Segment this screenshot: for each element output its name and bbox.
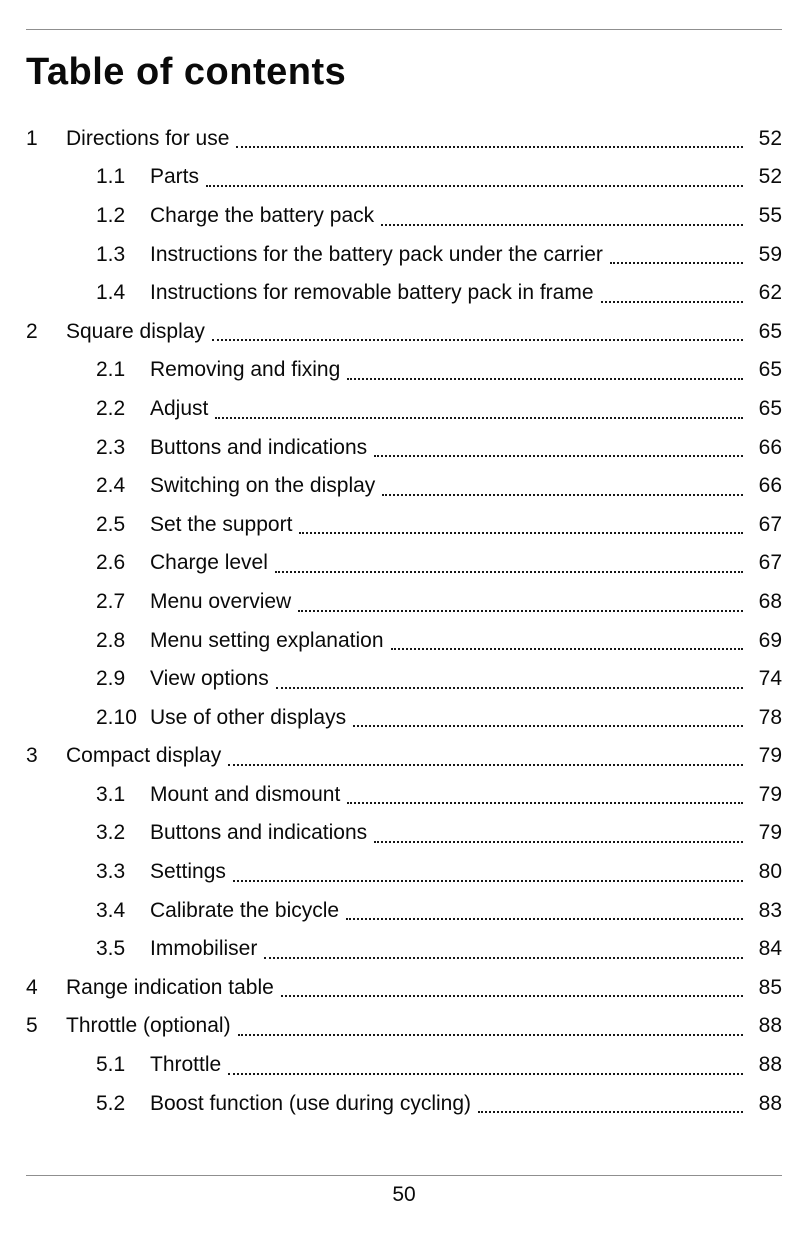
dot-leader: [297, 506, 747, 545]
dot-leader: [599, 274, 747, 313]
dot-leader: [379, 197, 747, 236]
toc-entry: [26, 660, 782, 699]
toc-entry-title: Buttons and indications: [150, 435, 368, 459]
toc-entry-title: Throttle (optional): [66, 1014, 231, 1038]
toc-entry-number: 2.3: [96, 435, 126, 459]
toc-entry: [26, 467, 782, 506]
toc-entry-page: 74: [758, 667, 782, 691]
toc-entry-page: 84: [758, 937, 782, 961]
dot-leader: [296, 583, 747, 622]
toc-entry-title: Charge level: [150, 551, 268, 575]
toc-entry-title: Charge the battery pack: [150, 203, 375, 227]
dot-leader: [210, 313, 747, 352]
toc-list: [26, 120, 782, 1123]
toc-entry-title: Throttle: [150, 1053, 222, 1077]
toc-entry-page: 78: [758, 705, 782, 729]
toc-entry: [26, 313, 782, 352]
dot-leader: [279, 969, 747, 1008]
dot-leader: [372, 814, 747, 853]
toc-entry: [26, 197, 782, 236]
toc-entry-title: Boost function (use during cycling): [150, 1091, 471, 1115]
dot-leader: [236, 1007, 747, 1046]
toc-entry: [26, 699, 782, 738]
toc-entry: [26, 583, 782, 622]
dot-leader: [345, 351, 747, 390]
toc-entry-title: Buttons and indications: [150, 821, 368, 845]
toc-entry: [26, 274, 782, 313]
toc-entry-title: Calibrate the bicycle: [150, 898, 340, 922]
toc-entry: [26, 1085, 782, 1124]
toc-entry-page: 85: [758, 975, 782, 999]
dot-leader: [234, 120, 747, 159]
toc-entry-title: Switching on the display: [150, 474, 376, 498]
toc-entry: [26, 544, 782, 583]
dot-leader: [351, 699, 747, 738]
page-title: Table of contents: [26, 51, 347, 93]
toc-entry: [26, 930, 782, 969]
dot-leader: [344, 892, 747, 931]
toc-entry-title: Use of other displays: [150, 705, 347, 729]
toc-entry-title: Mount and dismount: [150, 782, 341, 806]
toc-entry-title: Instructions for removable battery pack in frame: [150, 281, 594, 305]
toc-entry-page: 59: [758, 242, 782, 266]
toc-entry-number: 2.8: [96, 628, 126, 652]
toc-entry-title: Menu setting explanation: [150, 628, 384, 652]
top-rule: [26, 29, 782, 30]
toc-entry: [26, 892, 782, 931]
toc-entry-title: Instructions for the battery pack under the carrier: [150, 242, 603, 266]
toc-entry-number: 5.1: [96, 1053, 126, 1077]
toc-entry-page: 67: [758, 512, 782, 536]
toc-entry-title: Set the support: [150, 512, 293, 536]
toc-entry-page: 88: [758, 1014, 782, 1038]
toc-entry: [26, 969, 782, 1008]
toc-entry: [26, 236, 782, 275]
dot-leader: [608, 236, 747, 275]
toc-entry: [26, 390, 782, 429]
toc-entry-title: View options: [150, 667, 269, 691]
toc-entry-page: 80: [758, 860, 782, 884]
toc-entry: [26, 814, 782, 853]
toc-entry-page: 69: [758, 628, 782, 652]
toc-entry: [26, 351, 782, 390]
toc-entry-title: Adjust: [150, 396, 209, 420]
dot-leader: [262, 930, 747, 969]
toc-entry-number: 3.2: [96, 821, 126, 845]
toc-entry-page: 66: [758, 474, 782, 498]
document-page: [0, 29, 808, 1239]
toc-entry: [26, 506, 782, 545]
toc-entry-number: 2.2: [96, 396, 126, 420]
toc-entry-number: 3.5: [96, 937, 126, 961]
toc-entry-number: 2.6: [96, 551, 126, 575]
toc-entry-title: Removing and fixing: [150, 358, 341, 382]
toc-entry-title: Range indication table: [66, 975, 274, 999]
toc-entry-page: 65: [758, 396, 782, 420]
toc-entry-number: 3.1: [96, 782, 126, 806]
dot-leader: [274, 660, 747, 699]
toc-entry-number: 1.2: [96, 203, 126, 227]
toc-entry-number: 2.4: [96, 474, 126, 498]
toc-entry: [26, 853, 782, 892]
toc-entry-page: 79: [758, 744, 782, 768]
toc-entry-page: 67: [758, 551, 782, 575]
toc-entry-number: 1.3: [96, 242, 126, 266]
dot-leader: [226, 1046, 747, 1085]
page-footer: [26, 1175, 782, 1207]
toc-entry-title: Immobiliser: [150, 937, 258, 961]
toc-entry-number: 2.9: [96, 667, 126, 691]
toc-entry-number: 5: [26, 1014, 38, 1038]
toc-entry-title: Menu overview: [150, 589, 292, 613]
toc-entry-page: 88: [758, 1091, 782, 1115]
toc-entry-title: Settings: [150, 860, 226, 884]
toc-entry-number: 1.4: [96, 281, 126, 305]
toc-entry: [26, 429, 782, 468]
dot-leader: [231, 853, 747, 892]
toc-entry-number: 5.2: [96, 1091, 126, 1115]
toc-entry-number: 1: [26, 126, 38, 150]
toc-entry: [26, 622, 782, 661]
dot-leader: [273, 544, 747, 583]
dot-leader: [389, 622, 748, 661]
toc-entry-number: 3: [26, 744, 38, 768]
toc-entry-number: 2.1: [96, 358, 126, 382]
dot-leader: [226, 737, 747, 776]
toc-entry-page: 62: [758, 281, 782, 305]
toc-entry-page: 83: [758, 898, 782, 922]
toc-entry-page: 52: [758, 126, 782, 150]
toc-entry-page: 79: [758, 782, 782, 806]
dot-leader: [380, 467, 747, 506]
toc-entry-page: 88: [758, 1053, 782, 1077]
toc-entry-number: 1.1: [96, 165, 126, 189]
toc-entry: [26, 737, 782, 776]
toc-entry: [26, 776, 782, 815]
toc-entry: [26, 120, 782, 159]
toc-entry-number: 2.10: [96, 705, 137, 729]
toc-entry-number: 4: [26, 975, 38, 999]
toc-entry: [26, 158, 782, 197]
toc-entry: [26, 1046, 782, 1085]
toc-entry-title: Compact display: [66, 744, 222, 768]
toc-entry-page: 68: [758, 589, 782, 613]
toc-entry-number: 2.5: [96, 512, 126, 536]
toc-entry-title: Directions for use: [66, 126, 230, 150]
dot-leader: [204, 158, 747, 197]
dot-leader: [476, 1085, 747, 1124]
toc-entry-page: 66: [758, 435, 782, 459]
toc-entry-number: 3.4: [96, 898, 126, 922]
toc-entry-page: 65: [758, 358, 782, 382]
toc-entry: [26, 1007, 782, 1046]
toc-entry-title: Parts: [150, 165, 200, 189]
toc-entry-number: 3.3: [96, 860, 126, 884]
toc-entry-number: 2.7: [96, 589, 126, 613]
toc-entry-title: Square display: [66, 319, 205, 343]
toc-entry-number: 2: [26, 319, 38, 343]
dot-leader: [345, 776, 747, 815]
toc-entry-page: 55: [758, 203, 782, 227]
toc-entry-page: 52: [758, 165, 782, 189]
toc-entry-page: 65: [758, 319, 782, 343]
toc-entry-page: 79: [758, 821, 782, 845]
dot-leader: [213, 390, 747, 429]
dot-leader: [372, 429, 747, 468]
page-number: 50: [392, 1183, 416, 1206]
